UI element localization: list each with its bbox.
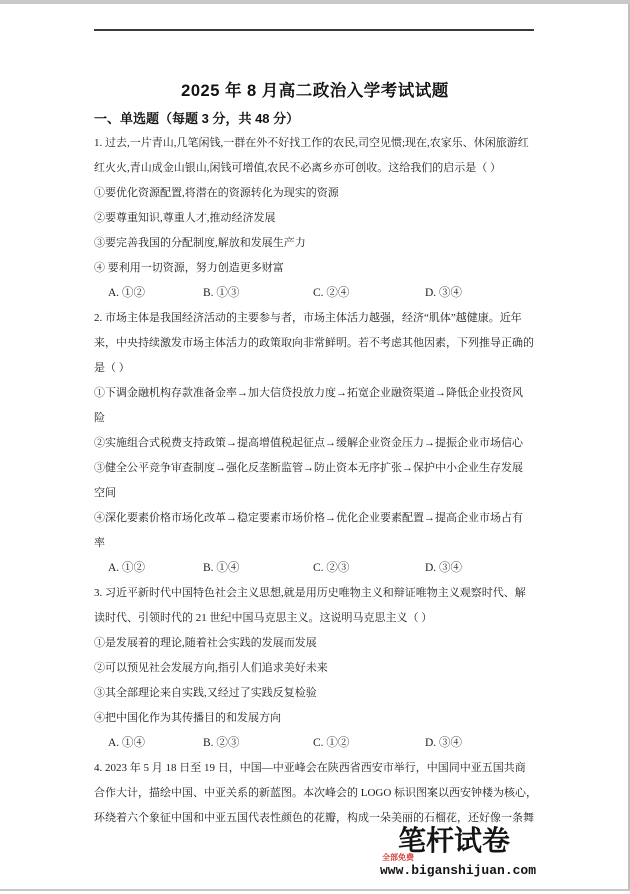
- question-2-item-1-cont: 险: [94, 412, 105, 424]
- viewer-bottom-edge: [0, 889, 630, 891]
- question-2-item-2: ②实施组合式税费支持政策→提高增值税起征点→缓解企业资金压力→提振企业市场信心: [94, 437, 523, 449]
- question-4-stem-line: 4. 2023 年 5 月 18 日至 19 日，中国—中亚峰会在陕西省西安市举行，中国同中亚五国共商: [94, 762, 526, 774]
- question-1-item-2: ②要尊重知识,尊重人才,推动经济发展: [94, 212, 276, 224]
- question-2-stem-line: 2. 市场主体是我国经济活动的主要参与者，市场主体活力越强，经济“肌体”越健康。近年: [94, 312, 522, 324]
- question-3-stem-line: 3. 习近平新时代中国特色社会主义思想,就是用历史唯物主义和辩证唯物主义观察时代、解: [94, 587, 526, 599]
- question-1-stem-line: 红火火,青山成金山银山,闲钱可增值,农民不必离乡亦可创收。这给我们的启示是（ ）: [94, 162, 501, 174]
- question-4: [94, 756, 536, 831]
- question-3-option-d: D. ③④: [425, 737, 463, 749]
- question-2-option-d: D. ③④: [425, 562, 463, 574]
- question-1-stem-line: 1. 过去,一片青山,几笔闲钱,一群在外不好找工作的农民,司空见惯;现在,农家乐、休闲旅游红: [94, 137, 529, 149]
- viewer-top-edge: [0, 0, 630, 4]
- question-4-stem-line: 环绕着六个象征中国和中亚五国代表性颜色的花瓣，构成一朵美丽的石榴花，还好像一条舞: [94, 812, 534, 824]
- question-1-item-1: ①要优化资源配置,将潜在的资源转化为现实的资源: [94, 187, 339, 199]
- question-3-option-b: B. ②③: [203, 737, 240, 749]
- question-2-item-4-cont: 率: [94, 537, 105, 549]
- question-3-stem-line: 读时代、引领时代的 21 世纪中国马克思主义。这说明马克思主义（ ）: [94, 612, 433, 624]
- question-1-option-b: B. ①③: [203, 287, 240, 299]
- question-1-item-3: ③要完善我国的分配制度,解放和发展生产力: [94, 237, 306, 249]
- question-3: [94, 581, 536, 756]
- question-2-item-3: ③健全公平竞争审查制度→强化反垄断监管→防止资本无序扩张→保护中小企业生存发展: [94, 462, 523, 474]
- watermark-brand-text: 笔杆试卷: [398, 825, 511, 856]
- question-2-stem-line: 是（ ）: [94, 362, 130, 374]
- question-4-stem-line: 合作大计，描绘中国、中亚关系的新蓝图。本次峰会的 LOGO 标识图案以西安钟楼为核心，: [94, 787, 538, 799]
- question-2-option-b: B. ①④: [203, 562, 240, 574]
- question-3-item-3: ③其全部理论来自实践,又经过了实践反复检验: [94, 687, 317, 699]
- exam-title: 2025 年 8 月高二政治入学考试试题: [181, 82, 449, 100]
- question-2-stem-line: 来，中央持续激发市场主体活力的政策取向非常鲜明。若不考虑其他因素，下列推导正确的: [94, 337, 534, 349]
- question-3-item-2: ②可以预见社会发展方向,指引人们追求美好未来: [94, 662, 328, 674]
- question-3-option-c: C. ①②: [313, 737, 350, 749]
- question-3-option-a: A. ①④: [108, 737, 146, 749]
- question-2-options: [94, 556, 536, 581]
- question-2-item-4: ④深化要素价格市场化改革→稳定要素市场价格→优化企业要素配置→提高企业市场占有: [94, 512, 523, 524]
- header-rule: [94, 29, 534, 31]
- watermark-url: www.biganshijuan.com: [380, 863, 537, 878]
- question-3-item-1: ①是发展着的理论,随着社会实践的发展而发展: [94, 637, 317, 649]
- question-3-item-4: ④把中国化作为其传播目的和发展方向: [94, 712, 281, 724]
- question-1-option-d: D. ③④: [425, 287, 463, 299]
- watermark-footer: [380, 825, 550, 886]
- question-1-options: [94, 281, 536, 306]
- question-3-options: [94, 731, 536, 756]
- question-2-option-c: C. ②③: [313, 562, 350, 574]
- question-1: [94, 131, 536, 306]
- watermark-free-badge: 全部免费: [382, 853, 414, 862]
- question-1-option-c: C. ②④: [313, 287, 350, 299]
- question-1-option-a: A. ①②: [108, 287, 146, 299]
- question-1-item-4: ④ 要利用一切资源，努力创造更多财富: [94, 262, 284, 274]
- exam-document: [94, 78, 536, 831]
- question-2-item-1: ①下调金融机构存款准备金率→加大信贷投放力度→拓宽企业融资渠道→降低企业投资风: [94, 387, 523, 399]
- question-2: [94, 306, 536, 581]
- question-2-item-3-cont: 空间: [94, 487, 116, 499]
- question-2-option-a: A. ①②: [108, 562, 146, 574]
- section-heading: 一、单选题（每题 3 分，共 48 分）: [94, 111, 300, 126]
